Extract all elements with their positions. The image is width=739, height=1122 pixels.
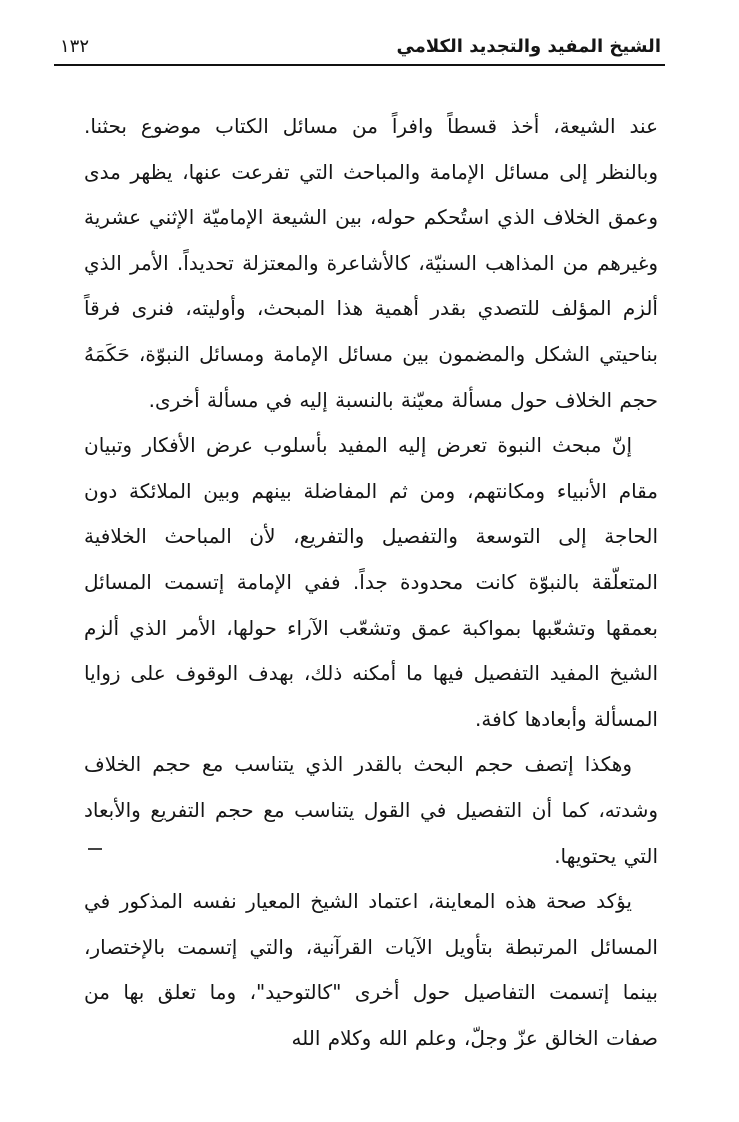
- page-number: ١٣٢: [60, 36, 90, 57]
- paragraph-4: يؤكد صحة هذه المعاينة، اعتماد الشيخ المعيار نفسه المذكور في المسائل المرتبطة بتأويل الآيات القرآنية، والتي إتسمت بالإختصار، بينما إتسمت التفاصيل حول أخرى "كالتوحيد"، وما تعلق بها من صفات الخالق عزّ وجلّ، وعلم الله وكلام الله: [84, 889, 658, 1050]
- running-header: [60, 26, 661, 60]
- header-rule: [54, 64, 665, 66]
- paragraph-3: وهكذا إتصف حجم البحث بالقدر الذي يتناسب مع حجم الخلاف وشدته، كما أن التفصيل في القول يتناسب مع حجم التفريع والأبعاد التي يحتويها.: [84, 752, 658, 868]
- paragraph-2: إنّ مبحث النبوة تعرض إليه المفيد بأسلوب عرض الأفكار وتبيان مقام الأنبياء ومكانتهم، ومن ثم المفاضلة بينهم وبين الملائكة دون الحاجة إلى التوسعة والتفصيل والتفريع، لأن المباحث الخلافية المتعلّقة بالنبوّة كانت محدودة جداً. ففي الإمامة إتسمت المسائل بعمقها وتشعّبها بمواكبة عمق وتشعّب الآراء حولها، الأمر الذي ألزم الشيخ المفيد التفصيل فيها ما أمكنه ذلك، بهدف الوقوف على زوايا المسألة وأبعادها كافة.: [84, 433, 658, 731]
- body-text: [84, 104, 658, 1061]
- running-title: الشيخ المفيد والتجديد الكلامي: [396, 36, 661, 57]
- paragraph-1: عند الشيعة، أخذ قسطاً وافراً من مسائل الكتاب موضوع بحثنا. وبالنظر إلى مسائل الإمامة والمباحث التي تفرعت عنها، يظهر مدى وعمق الخلاف الذي استُحكم حوله، بين الشيعة الإماميّة الإثني عشرية وغيرهم من المذاهب السنيّة، كالأشاعرة والمعتزلة تحديداً. الأمر الذي ألزم المؤلف للتصدي بقدر أهمية هذا المبحث، وأوليته، فنرى فرقاً بناحيتي الشكل والمضمون بين مسائل الإمامة ومسائل النبوّة، حَكَمَهُ حجم الخلاف حول مسألة معيّنة بالنسبة إليه في مسألة أخرى.: [84, 114, 658, 412]
- margin-mark: [88, 848, 102, 850]
